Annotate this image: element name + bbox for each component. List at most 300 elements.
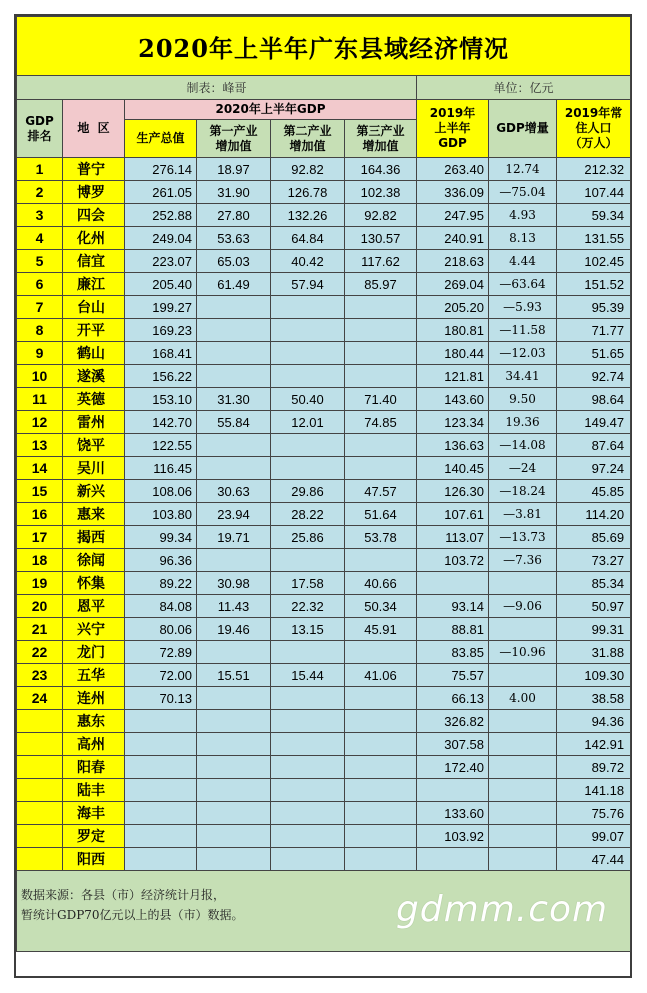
gdp2019-cell: 136.63: [417, 434, 489, 457]
rank-cell: 7: [17, 296, 63, 319]
table-row: [17, 434, 631, 457]
table-row: [17, 733, 631, 756]
rank-cell: 24: [17, 687, 63, 710]
rank-cell: 10: [17, 365, 63, 388]
tertiary-industry-cell: [345, 848, 417, 871]
gdp-increase-cell: [489, 572, 557, 595]
rank-cell: 19: [17, 572, 63, 595]
total-gdp-cell: 116.45: [125, 457, 197, 480]
tertiary-industry-cell: 130.57: [345, 227, 417, 250]
gdp-increase-cell: [489, 779, 557, 802]
gdp2019-cell: 247.95: [417, 204, 489, 227]
secondary-industry-cell: [271, 365, 345, 388]
total-gdp-cell: [125, 802, 197, 825]
table-row: [17, 250, 631, 273]
population-cell: 31.88: [557, 641, 631, 664]
tertiary-industry-cell: 102.38: [345, 181, 417, 204]
gdp2019-cell: 103.72: [417, 549, 489, 572]
gdp2019-cell: 75.57: [417, 664, 489, 687]
total-gdp-cell: 205.40: [125, 273, 197, 296]
table-frame: [14, 14, 632, 978]
gdp2019-cell: [417, 572, 489, 595]
secondary-industry-cell: 22.32: [271, 595, 345, 618]
total-gdp-cell: 249.04: [125, 227, 197, 250]
region-cell: 兴宁: [63, 618, 125, 641]
region-cell: 新兴: [63, 480, 125, 503]
total-gdp-cell: 99.34: [125, 526, 197, 549]
tertiary-industry-cell: [345, 802, 417, 825]
primary-industry-cell: 65.03: [197, 250, 271, 273]
population-cell: 114.20: [557, 503, 631, 526]
header-gdp2019: [417, 100, 489, 158]
gdp-increase-cell: 12.74: [489, 158, 557, 181]
gdp-increase-cell: —5.93: [489, 296, 557, 319]
primary-industry-cell: [197, 457, 271, 480]
region-cell: 惠东: [63, 710, 125, 733]
rank-cell: 12: [17, 411, 63, 434]
gdp2019-cell: 88.81: [417, 618, 489, 641]
population-cell: 75.76: [557, 802, 631, 825]
region-cell: 遂溪: [63, 365, 125, 388]
primary-industry-cell: 15.51: [197, 664, 271, 687]
tertiary-industry-cell: 74.85: [345, 411, 417, 434]
unit-label: 单位：亿元: [417, 76, 631, 100]
primary-industry-cell: [197, 779, 271, 802]
total-gdp-cell: 142.70: [125, 411, 197, 434]
rank-cell: 1: [17, 158, 63, 181]
population-cell: 59.34: [557, 204, 631, 227]
total-gdp-cell: 168.41: [125, 342, 197, 365]
data-source-note: [21, 885, 244, 925]
total-gdp-cell: [125, 779, 197, 802]
header-secondary: [271, 120, 345, 158]
footer: [17, 871, 631, 952]
gdp-increase-cell: —10.96: [489, 641, 557, 664]
region-cell: 海丰: [63, 802, 125, 825]
population-cell: 45.85: [557, 480, 631, 503]
total-gdp-cell: 89.22: [125, 572, 197, 595]
region-cell: 台山: [63, 296, 125, 319]
gdp-increase-cell: 34.41: [489, 365, 557, 388]
table-row: [17, 503, 631, 526]
region-cell: 开平: [63, 319, 125, 342]
table-row: [17, 227, 631, 250]
total-gdp-cell: 153.10: [125, 388, 197, 411]
header-secondary-text: 第二产业 增加值: [283, 123, 332, 153]
gdp-increase-cell: —12.03: [489, 342, 557, 365]
region-cell: 连州: [63, 687, 125, 710]
table-row: [17, 710, 631, 733]
gdp-increase-cell: [489, 848, 557, 871]
gdp-increase-cell: —11.58: [489, 319, 557, 342]
population-cell: 87.64: [557, 434, 631, 457]
tertiary-industry-cell: 40.66: [345, 572, 417, 595]
header-population-text: 2019年常 住人口 （万人）: [564, 106, 623, 150]
region-cell: 英德: [63, 388, 125, 411]
population-cell: 71.77: [557, 319, 631, 342]
total-gdp-cell: 72.89: [125, 641, 197, 664]
region-cell: 徐闻: [63, 549, 125, 572]
table-row: [17, 664, 631, 687]
primary-industry-cell: [197, 733, 271, 756]
secondary-industry-cell: 92.82: [271, 158, 345, 181]
tertiary-industry-cell: [345, 319, 417, 342]
primary-industry-cell: 55.84: [197, 411, 271, 434]
gdp-increase-cell: [489, 802, 557, 825]
total-gdp-cell: 96.36: [125, 549, 197, 572]
tertiary-industry-cell: [345, 549, 417, 572]
total-gdp-cell: [125, 710, 197, 733]
gdp2019-cell: 123.34: [417, 411, 489, 434]
tertiary-industry-cell: 92.82: [345, 204, 417, 227]
tertiary-industry-cell: [345, 457, 417, 480]
total-gdp-cell: 252.88: [125, 204, 197, 227]
region-cell: 五华: [63, 664, 125, 687]
table-row: [17, 618, 631, 641]
region-cell: 四会: [63, 204, 125, 227]
secondary-industry-cell: 25.86: [271, 526, 345, 549]
gdp2019-cell: 103.92: [417, 825, 489, 848]
region-cell: 化州: [63, 227, 125, 250]
rank-cell: 20: [17, 595, 63, 618]
table-row: [17, 779, 631, 802]
population-cell: 97.24: [557, 457, 631, 480]
gdp-increase-cell: —75.04: [489, 181, 557, 204]
gdp-increase-cell: —3.81: [489, 503, 557, 526]
primary-industry-cell: 23.94: [197, 503, 271, 526]
region-cell: 陆丰: [63, 779, 125, 802]
gdp2019-cell: 143.60: [417, 388, 489, 411]
tertiary-industry-cell: [345, 365, 417, 388]
rank-cell: 9: [17, 342, 63, 365]
gdp2019-cell: 126.30: [417, 480, 489, 503]
region-cell: 饶平: [63, 434, 125, 457]
rank-cell: 17: [17, 526, 63, 549]
primary-industry-cell: [197, 710, 271, 733]
rank-cell: [17, 802, 63, 825]
gdp-increase-cell: [489, 710, 557, 733]
rank-cell: [17, 710, 63, 733]
header-rank: [17, 100, 63, 158]
rank-cell: 3: [17, 204, 63, 227]
header-tertiary-text: 第三产业 增加值: [356, 123, 405, 153]
gdp2019-cell: 93.14: [417, 595, 489, 618]
table-row: [17, 204, 631, 227]
total-gdp-cell: [125, 733, 197, 756]
gdp2019-cell: 180.44: [417, 342, 489, 365]
total-gdp-cell: 108.06: [125, 480, 197, 503]
page-title: 2020年上半年广东县域经济情况: [17, 17, 631, 76]
region-cell: 阳西: [63, 848, 125, 871]
tertiary-industry-cell: 71.40: [345, 388, 417, 411]
rank-cell: 5: [17, 250, 63, 273]
total-gdp-cell: [125, 825, 197, 848]
population-cell: 51.65: [557, 342, 631, 365]
rank-cell: 21: [17, 618, 63, 641]
header-primary: [197, 120, 271, 158]
table-row: [17, 457, 631, 480]
tertiary-industry-cell: [345, 779, 417, 802]
tertiary-industry-cell: [345, 825, 417, 848]
total-gdp-cell: 70.13: [125, 687, 197, 710]
rank-cell: 2: [17, 181, 63, 204]
secondary-industry-cell: [271, 756, 345, 779]
primary-industry-cell: 18.97: [197, 158, 271, 181]
rank-cell: 11: [17, 388, 63, 411]
table-row: [17, 595, 631, 618]
gdp-increase-cell: —24: [489, 457, 557, 480]
region-cell: 鹤山: [63, 342, 125, 365]
secondary-industry-cell: 57.94: [271, 273, 345, 296]
population-cell: 38.58: [557, 687, 631, 710]
gdp-increase-cell: 19.36: [489, 411, 557, 434]
secondary-industry-cell: [271, 296, 345, 319]
gdp-increase-cell: —13.73: [489, 526, 557, 549]
region-cell: 雷州: [63, 411, 125, 434]
secondary-industry-cell: 29.86: [271, 480, 345, 503]
tertiary-industry-cell: 53.78: [345, 526, 417, 549]
secondary-industry-cell: [271, 342, 345, 365]
region-cell: 信宜: [63, 250, 125, 273]
header-total: 生产总值: [125, 120, 197, 158]
table-row: [17, 296, 631, 319]
header-gdp2020-group: 2020年上半年GDP: [125, 100, 417, 120]
rank-cell: 4: [17, 227, 63, 250]
gdp-increase-cell: [489, 664, 557, 687]
total-gdp-cell: 72.00: [125, 664, 197, 687]
gdp2019-cell: 263.40: [417, 158, 489, 181]
gdp-increase-cell: [489, 825, 557, 848]
primary-industry-cell: [197, 848, 271, 871]
gdp2019-cell: 269.04: [417, 273, 489, 296]
gdp-increase-cell: —63.64: [489, 273, 557, 296]
rank-cell: [17, 756, 63, 779]
tertiary-industry-cell: 50.34: [345, 595, 417, 618]
rank-cell: 23: [17, 664, 63, 687]
secondary-industry-cell: [271, 319, 345, 342]
gdp2019-cell: 326.82: [417, 710, 489, 733]
region-cell: 恩平: [63, 595, 125, 618]
tertiary-industry-cell: [345, 434, 417, 457]
header-gdp2019-text: 2019年 上半年 GDP: [429, 106, 476, 150]
total-gdp-cell: 122.55: [125, 434, 197, 457]
primary-industry-cell: [197, 319, 271, 342]
gdp2019-cell: 121.81: [417, 365, 489, 388]
tertiary-industry-cell: [345, 641, 417, 664]
population-cell: 109.30: [557, 664, 631, 687]
region-cell: 揭西: [63, 526, 125, 549]
primary-industry-cell: [197, 802, 271, 825]
rank-cell: [17, 825, 63, 848]
rank-cell: [17, 779, 63, 802]
table-row: [17, 480, 631, 503]
gdp2019-cell: 133.60: [417, 802, 489, 825]
total-gdp-cell: 261.05: [125, 181, 197, 204]
primary-industry-cell: [197, 641, 271, 664]
table-row: [17, 526, 631, 549]
primary-industry-cell: 61.49: [197, 273, 271, 296]
population-cell: 94.36: [557, 710, 631, 733]
secondary-industry-cell: 40.42: [271, 250, 345, 273]
primary-industry-cell: [197, 549, 271, 572]
population-cell: 85.69: [557, 526, 631, 549]
population-cell: 131.55: [557, 227, 631, 250]
table-row: [17, 802, 631, 825]
secondary-industry-cell: 64.84: [271, 227, 345, 250]
header-region: 地 区: [63, 100, 125, 158]
gdp2019-cell: 66.13: [417, 687, 489, 710]
secondary-industry-cell: [271, 802, 345, 825]
table-row: [17, 756, 631, 779]
tertiary-industry-cell: 45.91: [345, 618, 417, 641]
gdp-increase-cell: [489, 618, 557, 641]
primary-industry-cell: 30.98: [197, 572, 271, 595]
tertiary-industry-cell: 51.64: [345, 503, 417, 526]
population-cell: 141.18: [557, 779, 631, 802]
table-row: [17, 572, 631, 595]
region-cell: 普宁: [63, 158, 125, 181]
table-row: [17, 687, 631, 710]
gdp2019-cell: 218.63: [417, 250, 489, 273]
secondary-industry-cell: [271, 434, 345, 457]
header-rank-text: GDP 排名: [25, 113, 54, 143]
secondary-industry-cell: 17.58: [271, 572, 345, 595]
table-row: [17, 158, 631, 181]
population-cell: 102.45: [557, 250, 631, 273]
rank-cell: 15: [17, 480, 63, 503]
header-primary-text: 第一产业 增加值: [209, 123, 258, 153]
population-cell: 85.34: [557, 572, 631, 595]
region-cell: 高州: [63, 733, 125, 756]
gdp2019-cell: 172.40: [417, 756, 489, 779]
secondary-industry-cell: 28.22: [271, 503, 345, 526]
gdp-increase-cell: —18.24: [489, 480, 557, 503]
gdp2019-cell: [417, 779, 489, 802]
gdp2019-cell: 240.91: [417, 227, 489, 250]
table-row: [17, 365, 631, 388]
population-cell: 149.47: [557, 411, 631, 434]
total-gdp-cell: [125, 848, 197, 871]
gdp2019-cell: 113.07: [417, 526, 489, 549]
rank-cell: [17, 848, 63, 871]
tertiary-industry-cell: 164.36: [345, 158, 417, 181]
population-cell: 98.64: [557, 388, 631, 411]
primary-industry-cell: [197, 825, 271, 848]
header-increase: GDP增量: [489, 100, 557, 158]
population-cell: 142.91: [557, 733, 631, 756]
region-cell: 怀集: [63, 572, 125, 595]
gdp2019-cell: 336.09: [417, 181, 489, 204]
population-cell: 95.39: [557, 296, 631, 319]
primary-industry-cell: 27.80: [197, 204, 271, 227]
population-cell: 89.72: [557, 756, 631, 779]
rank-cell: 16: [17, 503, 63, 526]
secondary-industry-cell: 15.44: [271, 664, 345, 687]
rank-cell: 13: [17, 434, 63, 457]
rank-cell: 8: [17, 319, 63, 342]
primary-industry-cell: [197, 756, 271, 779]
region-cell: 龙门: [63, 641, 125, 664]
secondary-industry-cell: 50.40: [271, 388, 345, 411]
region-cell: 阳春: [63, 756, 125, 779]
total-gdp-cell: 223.07: [125, 250, 197, 273]
population-cell: 99.07: [557, 825, 631, 848]
secondary-industry-cell: [271, 848, 345, 871]
total-gdp-cell: [125, 756, 197, 779]
tertiary-industry-cell: 85.97: [345, 273, 417, 296]
population-cell: 47.44: [557, 848, 631, 871]
primary-industry-cell: 31.30: [197, 388, 271, 411]
tertiary-industry-cell: [345, 756, 417, 779]
secondary-industry-cell: [271, 641, 345, 664]
population-cell: 73.27: [557, 549, 631, 572]
rank-cell: 14: [17, 457, 63, 480]
region-cell: 惠来: [63, 503, 125, 526]
compiler-label: 制表：峰哥: [17, 76, 417, 100]
tertiary-industry-cell: [345, 733, 417, 756]
gdp2019-cell: 107.61: [417, 503, 489, 526]
table-row: [17, 342, 631, 365]
primary-industry-cell: 30.63: [197, 480, 271, 503]
total-gdp-cell: 80.06: [125, 618, 197, 641]
header-tertiary: [345, 120, 417, 158]
secondary-industry-cell: 13.15: [271, 618, 345, 641]
primary-industry-cell: [197, 687, 271, 710]
gdp-increase-cell: [489, 756, 557, 779]
gdp2019-cell: 83.85: [417, 641, 489, 664]
total-gdp-cell: 156.22: [125, 365, 197, 388]
rank-cell: 18: [17, 549, 63, 572]
region-cell: 廉江: [63, 273, 125, 296]
gdp2019-cell: 180.81: [417, 319, 489, 342]
note-line-2: 暂统计GDP70亿元以上的县（市）数据。: [21, 908, 244, 922]
secondary-industry-cell: 12.01: [271, 411, 345, 434]
primary-industry-cell: [197, 296, 271, 319]
gdp-table: [16, 16, 631, 952]
table-row: [17, 848, 631, 871]
tertiary-industry-cell: [345, 342, 417, 365]
secondary-industry-cell: [271, 710, 345, 733]
total-gdp-cell: 169.23: [125, 319, 197, 342]
rank-cell: [17, 733, 63, 756]
tertiary-industry-cell: 117.62: [345, 250, 417, 273]
primary-industry-cell: 31.90: [197, 181, 271, 204]
population-cell: 151.52: [557, 273, 631, 296]
gdp-increase-cell: 8.13: [489, 227, 557, 250]
table-row: [17, 549, 631, 572]
gdp-increase-cell: —14.08: [489, 434, 557, 457]
gdp2019-cell: [417, 848, 489, 871]
tertiary-industry-cell: [345, 296, 417, 319]
secondary-industry-cell: [271, 549, 345, 572]
rank-cell: 22: [17, 641, 63, 664]
watermark: gdmm.com: [395, 889, 609, 930]
primary-industry-cell: 19.71: [197, 526, 271, 549]
tertiary-industry-cell: 47.57: [345, 480, 417, 503]
region-cell: 博罗: [63, 181, 125, 204]
secondary-industry-cell: [271, 687, 345, 710]
rank-cell: 6: [17, 273, 63, 296]
table-row: [17, 319, 631, 342]
primary-industry-cell: [197, 434, 271, 457]
population-cell: 50.97: [557, 595, 631, 618]
gdp-increase-cell: 4.93: [489, 204, 557, 227]
primary-industry-cell: [197, 365, 271, 388]
primary-industry-cell: 53.63: [197, 227, 271, 250]
population-cell: 107.44: [557, 181, 631, 204]
tertiary-industry-cell: [345, 710, 417, 733]
gdp-increase-cell: 4.00: [489, 687, 557, 710]
